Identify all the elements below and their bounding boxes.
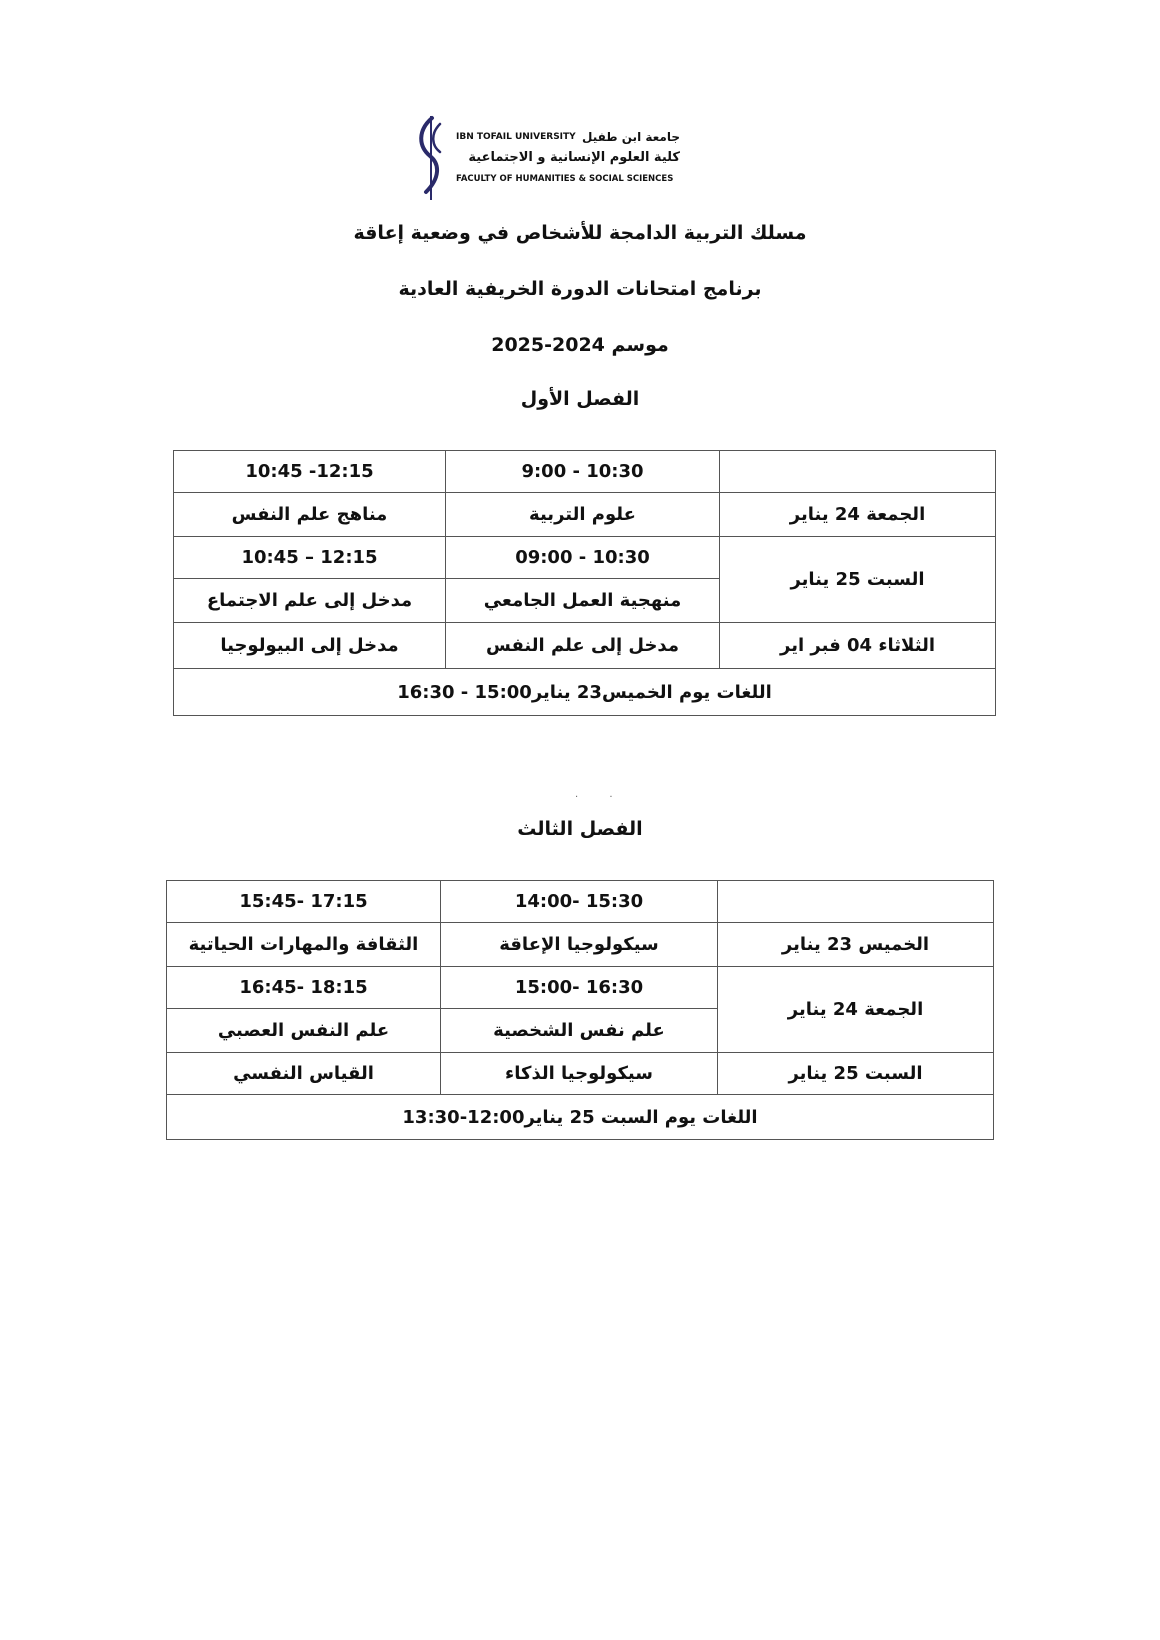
subject-cell: علوم التربية bbox=[446, 493, 720, 537]
time-slot-1: 9:00 - 10:30 bbox=[446, 451, 720, 493]
semester3-title: الفصل الثالث bbox=[517, 818, 643, 840]
table-row bbox=[174, 669, 996, 716]
subject-cell: مدخل إلى البيولوجيا bbox=[174, 623, 446, 669]
university-logo bbox=[410, 112, 680, 204]
subject-cell: مناهج علم النفس bbox=[174, 493, 446, 537]
table-row bbox=[174, 493, 996, 537]
logo-faculty-en: FACULTY OF HUMANITIES & SOCIAL SCIENCES bbox=[456, 174, 674, 184]
empty-header-cell bbox=[718, 881, 994, 923]
semester1-title: الفصل الأول bbox=[520, 388, 640, 410]
logo-university-en: IBN TOFAIL UNIVERSITY bbox=[456, 132, 576, 142]
day-cell: الثلاثاء 04 فبر اير bbox=[720, 623, 996, 669]
university-emblem-icon bbox=[410, 112, 452, 202]
table-row bbox=[167, 1095, 994, 1140]
day-cell: الجمعة 24 يناير bbox=[718, 967, 994, 1053]
subject-cell: الثقافة والمهارات الحياتية bbox=[167, 923, 441, 967]
time-cell: 16:45- 18:15 bbox=[167, 967, 441, 1009]
time-slot-2: 15:45- 17:15 bbox=[167, 881, 441, 923]
day-cell: السبت 25 يناير bbox=[718, 1053, 994, 1095]
table-row bbox=[174, 537, 996, 579]
subject-cell: سيكولوجيا الإعاقة bbox=[441, 923, 718, 967]
logo-university-ar: جامعة ابن طفيل bbox=[582, 130, 680, 144]
subject-cell: منهجية العمل الجامعي bbox=[446, 579, 720, 623]
time-slot-1: 14:00- 15:30 bbox=[441, 881, 718, 923]
subject-cell: علم نفس الشخصية bbox=[441, 1009, 718, 1053]
logo-faculty-ar: كلية العلوم الإنسانية و الاجتماعية bbox=[468, 150, 680, 165]
table-row bbox=[167, 967, 994, 1009]
day-cell: الخميس 23 يناير bbox=[718, 923, 994, 967]
table-row bbox=[167, 1053, 994, 1095]
stray-marks: · · bbox=[575, 792, 627, 803]
time-cell: 09:00 - 10:30 bbox=[446, 537, 720, 579]
subject-cell: سيكولوجيا الذكاء bbox=[441, 1053, 718, 1095]
time-cell: 15:00- 16:30 bbox=[441, 967, 718, 1009]
subject-cell: مدخل إلى علم الاجتماع bbox=[174, 579, 446, 623]
empty-header-cell bbox=[720, 451, 996, 493]
time-slot-2: 10:45 -12:15 bbox=[174, 451, 446, 493]
time-cell: 10:45 – 12:15 bbox=[174, 537, 446, 579]
semester3-schedule-table bbox=[166, 880, 994, 1140]
table-row bbox=[167, 923, 994, 967]
subject-cell: مدخل إلى علم النفس bbox=[446, 623, 720, 669]
subject-cell: علم النفس العصبي bbox=[167, 1009, 441, 1053]
languages-exam-cell: اللغات يوم السبت 25 يناير12:00-13:30 bbox=[167, 1095, 994, 1140]
table-row bbox=[167, 881, 994, 923]
day-cell: الجمعة 24 يناير bbox=[720, 493, 996, 537]
subject-cell: القياس النفسي bbox=[167, 1053, 441, 1095]
exam-program-title: برنامج امتحانات الدورة الخريفية العادية bbox=[398, 278, 762, 300]
academic-season: موسم 2024-2025 bbox=[491, 334, 669, 356]
semester1-schedule-table bbox=[173, 450, 996, 716]
table-row bbox=[174, 623, 996, 669]
day-cell: السبت 25 يناير bbox=[720, 537, 996, 623]
table-row bbox=[174, 451, 996, 493]
program-title: مسلك التربية الدامجة للأشخاص في وضعية إعاقة bbox=[353, 222, 807, 244]
languages-exam-cell: اللغات يوم الخميس23 يناير15:00 - 16:30 bbox=[174, 669, 996, 716]
